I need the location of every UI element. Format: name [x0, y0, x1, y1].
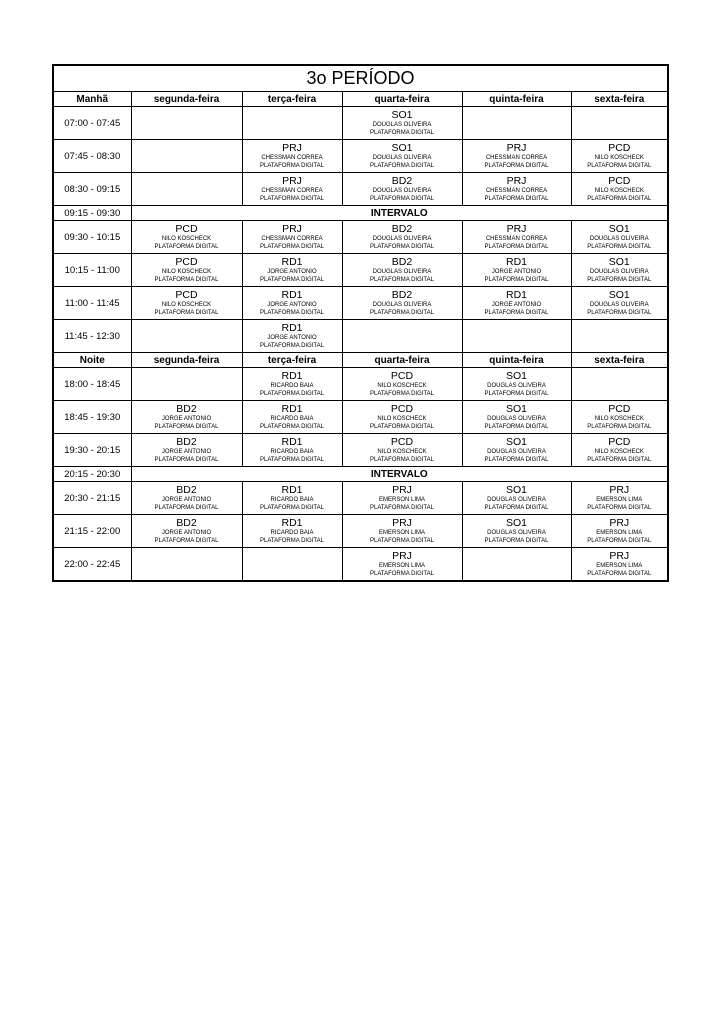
course-code: PRJ	[506, 222, 527, 235]
course-code: SO1	[391, 108, 413, 121]
teacher-name: NILO KOSCHECK	[377, 382, 427, 389]
class-location: PLATAFORMA DIGITAL	[259, 537, 324, 544]
teacher-name: CHESSMAN CORREA	[261, 187, 323, 194]
day-header: quinta-feira	[462, 353, 571, 368]
class-location: PLATAFORMA DIGITAL	[484, 276, 549, 283]
class-location: PLATAFORMA DIGITAL	[484, 456, 549, 463]
class-cell	[242, 401, 342, 434]
class-cell	[242, 221, 342, 254]
day-header: terça-feira	[242, 353, 342, 368]
teacher-name: CHESSMAN CORREA	[261, 235, 323, 242]
empty-cell	[571, 368, 667, 401]
course-code: SO1	[608, 288, 630, 301]
teacher-name: DOUGLAS OLIVEIRA	[487, 496, 546, 503]
course-code: PRJ	[609, 483, 630, 496]
class-location: PLATAFORMA DIGITAL	[154, 243, 219, 250]
course-code: SO1	[505, 369, 527, 382]
class-cell	[462, 254, 571, 287]
class-location: PLATAFORMA DIGITAL	[587, 537, 652, 544]
schedule-row	[54, 287, 667, 320]
section-header-row	[54, 353, 667, 368]
teacher-name: JORGE ANTONIO	[491, 301, 542, 308]
class-cell	[242, 515, 342, 548]
schedule-row	[54, 434, 667, 467]
class-cell	[242, 320, 342, 353]
course-code: RD1	[505, 255, 527, 268]
class-location: PLATAFORMA DIGITAL	[154, 456, 219, 463]
day-header: quarta-feira	[342, 353, 462, 368]
class-location: PLATAFORMA DIGITAL	[587, 243, 652, 250]
course-code: PCD	[608, 141, 631, 154]
class-location: PLATAFORMA DIGITAL	[369, 456, 434, 463]
course-code: PCD	[608, 435, 631, 448]
course-code: PRJ	[506, 174, 527, 187]
class-cell	[462, 140, 571, 173]
time-slot: 18:45 - 19:30	[54, 401, 131, 434]
class-location: PLATAFORMA DIGITAL	[484, 390, 549, 397]
class-cell	[342, 221, 462, 254]
class-cell	[131, 287, 242, 320]
class-location: PLATAFORMA DIGITAL	[369, 129, 434, 136]
course-code: PRJ	[506, 141, 527, 154]
class-location: PLATAFORMA DIGITAL	[369, 162, 434, 169]
class-location: PLATAFORMA DIGITAL	[369, 309, 434, 316]
time-slot: 20:15 - 20:30	[54, 467, 131, 482]
empty-cell	[131, 548, 242, 581]
course-code: BD2	[391, 288, 413, 301]
class-cell	[131, 515, 242, 548]
teacher-name: CHESSMAN CORREA	[485, 154, 548, 161]
class-location: PLATAFORMA DIGITAL	[259, 390, 324, 397]
class-cell	[462, 287, 571, 320]
course-code: PCD	[608, 402, 631, 415]
class-cell	[571, 401, 667, 434]
course-code: SO1	[505, 402, 527, 415]
time-slot: 19:30 - 20:15	[54, 434, 131, 467]
class-location: PLATAFORMA DIGITAL	[587, 276, 652, 283]
time-slot: 18:00 - 18:45	[54, 368, 131, 401]
class-location: PLATAFORMA DIGITAL	[587, 195, 652, 202]
class-location: PLATAFORMA DIGITAL	[587, 309, 652, 316]
class-cell	[131, 482, 242, 515]
class-location: PLATAFORMA DIGITAL	[369, 423, 434, 430]
class-cell	[571, 482, 667, 515]
class-cell	[342, 401, 462, 434]
class-cell	[242, 140, 342, 173]
empty-cell	[571, 320, 667, 353]
teacher-name: EMERSON LIMA	[596, 496, 643, 503]
empty-cell	[462, 548, 571, 581]
section-header-row	[54, 92, 667, 107]
teacher-name: JORGE ANTONIO	[267, 334, 317, 341]
class-cell	[242, 173, 342, 206]
course-code: SO1	[608, 222, 630, 235]
page-title: 3o PERÍODO	[54, 66, 667, 92]
course-code: PCD	[608, 174, 631, 187]
teacher-name: EMERSON LIMA	[378, 529, 425, 536]
class-location: PLATAFORMA DIGITAL	[154, 537, 219, 544]
schedule-row	[54, 515, 667, 548]
teacher-name: DOUGLAS OLIVEIRA	[372, 301, 432, 308]
teacher-name: RICARDO BAIA	[270, 382, 314, 389]
teacher-name: JORGE ANTONIO	[161, 529, 212, 536]
teacher-name: JORGE ANTONIO	[161, 448, 212, 455]
teacher-name: NILO KOSCHECK	[161, 301, 212, 308]
schedule-table	[54, 66, 667, 580]
class-location: PLATAFORMA DIGITAL	[259, 423, 324, 430]
course-code: PCD	[390, 369, 414, 382]
course-code: PCD	[390, 402, 414, 415]
teacher-name: DOUGLAS OLIVEIRA	[589, 235, 649, 242]
class-cell	[462, 434, 571, 467]
empty-cell	[131, 320, 242, 353]
teacher-name: NILO KOSCHECK	[594, 448, 644, 455]
schedule-sheet	[52, 64, 669, 582]
class-cell	[342, 368, 462, 401]
course-code: BD2	[176, 516, 197, 529]
class-location: PLATAFORMA DIGITAL	[369, 537, 434, 544]
teacher-name: NILO KOSCHECK	[377, 448, 427, 455]
class-location: PLATAFORMA DIGITAL	[484, 423, 549, 430]
teacher-name: DOUGLAS OLIVEIRA	[487, 529, 546, 536]
course-code: RD1	[281, 288, 303, 301]
empty-cell	[342, 320, 462, 353]
course-code: RD1	[281, 483, 303, 496]
time-slot: 09:30 - 10:15	[54, 221, 131, 254]
class-location: PLATAFORMA DIGITAL	[369, 390, 434, 397]
course-code: RD1	[281, 402, 303, 415]
class-location: PLATAFORMA DIGITAL	[484, 309, 549, 316]
class-location: PLATAFORMA DIGITAL	[484, 243, 549, 250]
class-location: PLATAFORMA DIGITAL	[587, 570, 652, 577]
course-code: BD2	[176, 402, 197, 415]
schedule-row	[54, 368, 667, 401]
teacher-name: JORGE ANTONIO	[161, 496, 212, 503]
class-cell	[571, 254, 667, 287]
course-code: SO1	[505, 516, 527, 529]
teacher-name: EMERSON LIMA	[378, 496, 425, 503]
teacher-name: NILO KOSCHECK	[161, 268, 212, 275]
teacher-name: DOUGLAS OLIVEIRA	[589, 301, 649, 308]
teacher-name: JORGE ANTONIO	[161, 415, 212, 422]
teacher-name: EMERSON LIMA	[596, 529, 643, 536]
day-header: quarta-feira	[342, 92, 462, 107]
empty-cell	[571, 107, 667, 140]
class-cell	[342, 434, 462, 467]
teacher-name: NILO KOSCHECK	[594, 154, 644, 161]
interval-label: INTERVALO	[131, 206, 667, 221]
schedule-row	[54, 320, 667, 353]
schedule-row	[54, 173, 667, 206]
class-location: PLATAFORMA DIGITAL	[259, 195, 324, 202]
class-location: PLATAFORMA DIGITAL	[484, 162, 549, 169]
class-cell	[571, 140, 667, 173]
teacher-name: DOUGLAS OLIVEIRA	[372, 121, 432, 128]
class-cell	[571, 434, 667, 467]
class-location: PLATAFORMA DIGITAL	[154, 276, 219, 283]
course-code: PCD	[175, 288, 198, 301]
teacher-name: JORGE ANTONIO	[491, 268, 542, 275]
time-slot: 07:45 - 08:30	[54, 140, 131, 173]
teacher-name: CHESSMAN CORREA	[485, 187, 548, 194]
course-code: RD1	[281, 321, 303, 334]
class-cell	[342, 140, 462, 173]
class-cell	[342, 173, 462, 206]
course-code: PCD	[175, 255, 198, 268]
teacher-name: NILO KOSCHECK	[377, 415, 427, 422]
course-code: BD2	[391, 255, 413, 268]
course-code: RD1	[281, 516, 303, 529]
schedule-row	[54, 107, 667, 140]
interval-label: INTERVALO	[131, 467, 667, 482]
teacher-name: JORGE ANTONIO	[267, 268, 317, 275]
class-location: PLATAFORMA DIGITAL	[154, 309, 219, 316]
class-cell	[242, 254, 342, 287]
teacher-name: RICARDO BAIA	[270, 496, 314, 503]
section-label: Manhã	[54, 92, 131, 107]
teacher-name: DOUGLAS OLIVEIRA	[372, 235, 432, 242]
class-cell	[131, 221, 242, 254]
day-header: terça-feira	[242, 92, 342, 107]
class-cell	[131, 401, 242, 434]
course-code: RD1	[505, 288, 527, 301]
course-code: PCD	[175, 222, 198, 235]
class-cell	[342, 482, 462, 515]
course-code: RD1	[281, 435, 303, 448]
empty-cell	[462, 107, 571, 140]
course-code: RD1	[281, 255, 303, 268]
class-location: PLATAFORMA DIGITAL	[587, 456, 652, 463]
class-cell	[342, 548, 462, 581]
schedule-row	[54, 254, 667, 287]
class-cell	[462, 482, 571, 515]
class-cell	[342, 254, 462, 287]
empty-cell	[242, 107, 342, 140]
teacher-name: DOUGLAS OLIVEIRA	[589, 268, 649, 275]
course-code: SO1	[391, 141, 413, 154]
course-code: PRJ	[392, 483, 412, 496]
class-cell	[462, 368, 571, 401]
course-code: PCD	[390, 435, 414, 448]
class-location: PLATAFORMA DIGITAL	[154, 504, 219, 511]
course-code: PRJ	[392, 549, 412, 562]
course-code: PRJ	[282, 141, 302, 154]
class-location: PLATAFORMA DIGITAL	[587, 423, 652, 430]
day-header: quinta-feira	[462, 92, 571, 107]
teacher-name: NILO KOSCHECK	[594, 415, 644, 422]
class-cell	[571, 287, 667, 320]
class-location: PLATAFORMA DIGITAL	[259, 342, 324, 349]
class-cell	[571, 221, 667, 254]
class-location: PLATAFORMA DIGITAL	[369, 276, 434, 283]
empty-cell	[462, 320, 571, 353]
class-location: PLATAFORMA DIGITAL	[154, 423, 219, 430]
class-cell	[242, 482, 342, 515]
class-location: PLATAFORMA DIGITAL	[587, 162, 652, 169]
schedule-row	[54, 401, 667, 434]
class-location: PLATAFORMA DIGITAL	[369, 195, 434, 202]
course-code: SO1	[608, 255, 630, 268]
teacher-name: JORGE ANTONIO	[267, 301, 317, 308]
class-cell	[571, 173, 667, 206]
teacher-name: RICARDO BAIA	[270, 415, 314, 422]
interval-row	[54, 467, 667, 482]
teacher-name: NILO KOSCHECK	[594, 187, 644, 194]
time-slot: 21:15 - 22:00	[54, 515, 131, 548]
course-code: SO1	[505, 483, 527, 496]
schedule-row	[54, 482, 667, 515]
class-cell	[242, 368, 342, 401]
teacher-name: CHESSMAN CORREA	[261, 154, 323, 161]
teacher-name: EMERSON LIMA	[596, 562, 643, 569]
class-location: PLATAFORMA DIGITAL	[484, 195, 549, 202]
class-location: PLATAFORMA DIGITAL	[259, 456, 324, 463]
class-cell	[242, 287, 342, 320]
class-location: PLATAFORMA DIGITAL	[369, 570, 434, 577]
teacher-name: CHESSMAN CORREA	[485, 235, 548, 242]
time-slot: 09:15 - 09:30	[54, 206, 131, 221]
course-code: SO1	[505, 435, 527, 448]
class-cell	[342, 287, 462, 320]
course-code: RD1	[281, 369, 303, 382]
empty-cell	[131, 107, 242, 140]
teacher-name: RICARDO BAIA	[270, 529, 314, 536]
class-cell	[242, 434, 342, 467]
class-cell	[462, 221, 571, 254]
class-location: PLATAFORMA DIGITAL	[259, 162, 324, 169]
schedule-row	[54, 221, 667, 254]
time-slot: 11:00 - 11:45	[54, 287, 131, 320]
class-cell	[342, 515, 462, 548]
teacher-name: RICARDO BAIA	[270, 448, 314, 455]
time-slot: 10:15 - 11:00	[54, 254, 131, 287]
class-cell	[462, 173, 571, 206]
time-slot: 08:30 - 09:15	[54, 173, 131, 206]
class-cell	[342, 107, 462, 140]
day-header: segunda-feira	[131, 353, 242, 368]
time-slot: 22:00 - 22:45	[54, 548, 131, 581]
schedule-row	[54, 548, 667, 581]
course-code: PRJ	[392, 516, 412, 529]
teacher-name: NILO KOSCHECK	[161, 235, 212, 242]
time-slot: 20:30 - 21:15	[54, 482, 131, 515]
schedule-row	[54, 140, 667, 173]
teacher-name: DOUGLAS OLIVEIRA	[487, 448, 546, 455]
course-code: PRJ	[282, 222, 302, 235]
class-cell	[462, 401, 571, 434]
class-location: PLATAFORMA DIGITAL	[259, 504, 324, 511]
day-header: sexta-feira	[571, 92, 667, 107]
interval-row	[54, 206, 667, 221]
empty-cell	[242, 548, 342, 581]
empty-cell	[131, 368, 242, 401]
class-location: PLATAFORMA DIGITAL	[259, 243, 324, 250]
class-location: PLATAFORMA DIGITAL	[369, 243, 434, 250]
class-cell	[131, 254, 242, 287]
empty-cell	[131, 140, 242, 173]
class-location: PLATAFORMA DIGITAL	[259, 309, 324, 316]
class-cell	[131, 434, 242, 467]
teacher-name: DOUGLAS OLIVEIRA	[487, 415, 546, 422]
class-cell	[571, 515, 667, 548]
course-code: BD2	[391, 222, 413, 235]
class-cell	[462, 515, 571, 548]
day-header: sexta-feira	[571, 353, 667, 368]
course-code: BD2	[391, 174, 413, 187]
teacher-name: DOUGLAS OLIVEIRA	[372, 154, 432, 161]
section-label: Noite	[54, 353, 131, 368]
course-code: BD2	[176, 483, 197, 496]
day-header: segunda-feira	[131, 92, 242, 107]
empty-cell	[131, 173, 242, 206]
class-location: PLATAFORMA DIGITAL	[484, 537, 549, 544]
teacher-name: EMERSON LIMA	[378, 562, 425, 569]
course-code: PRJ	[282, 174, 302, 187]
class-cell	[571, 548, 667, 581]
time-slot: 07:00 - 07:45	[54, 107, 131, 140]
teacher-name: DOUGLAS OLIVEIRA	[487, 382, 546, 389]
class-location: PLATAFORMA DIGITAL	[484, 504, 549, 511]
class-location: PLATAFORMA DIGITAL	[369, 504, 434, 511]
teacher-name: DOUGLAS OLIVEIRA	[372, 187, 432, 194]
course-code: PRJ	[609, 549, 630, 562]
course-code: BD2	[176, 435, 197, 448]
class-location: PLATAFORMA DIGITAL	[259, 276, 324, 283]
time-slot: 11:45 - 12:30	[54, 320, 131, 353]
teacher-name: DOUGLAS OLIVEIRA	[372, 268, 432, 275]
class-location: PLATAFORMA DIGITAL	[587, 504, 652, 511]
course-code: PRJ	[609, 516, 630, 529]
